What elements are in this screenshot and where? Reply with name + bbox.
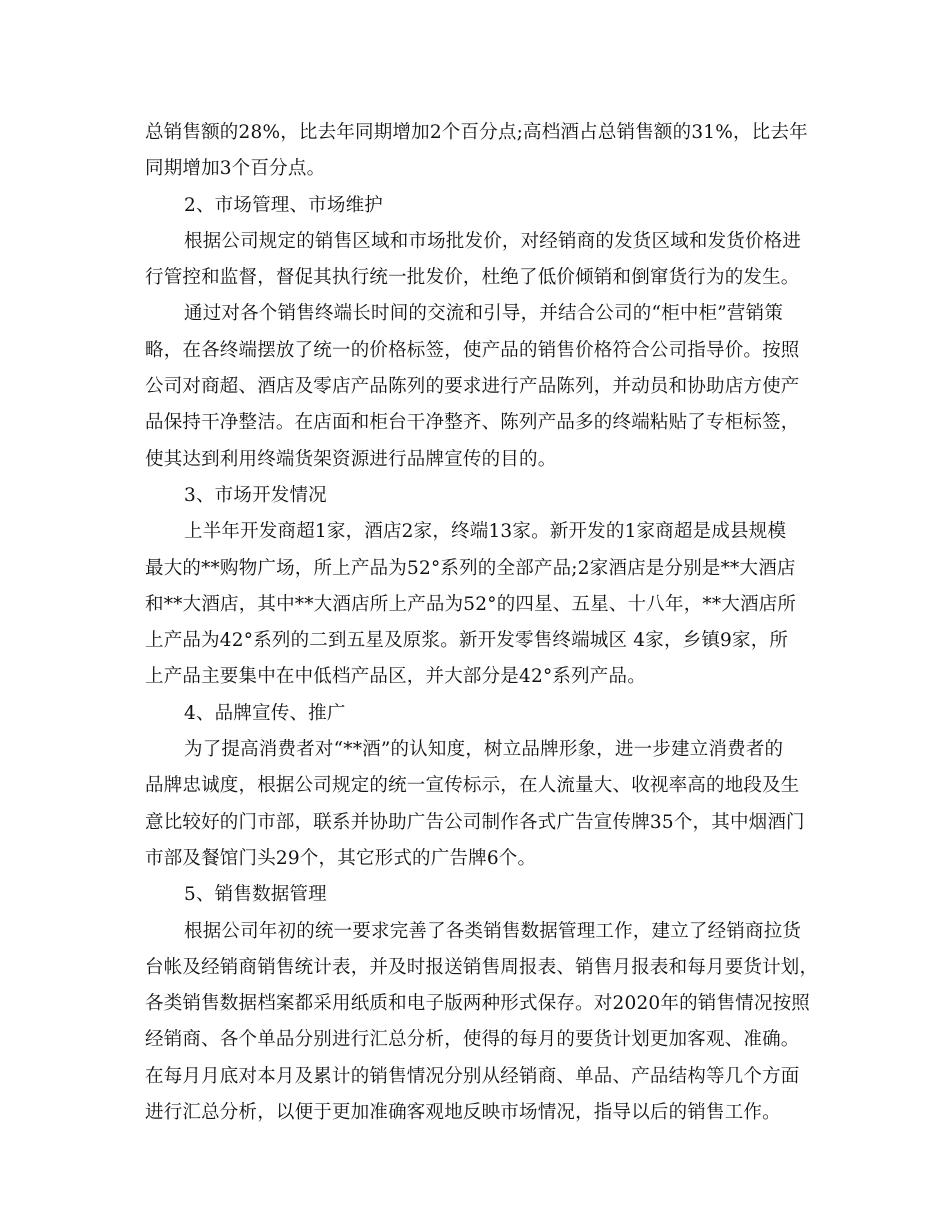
text-line: 进行汇总分析，以便于更加准确客观地反映市场情况，指导以后的销售工作。 [145, 1102, 781, 1124]
section-heading: 2、市场管理、市场维护 [184, 194, 383, 216]
text-line: 同期增加3个百分点。 [145, 158, 326, 180]
text-line: 品牌忠诚度，根据公司规定的统一宣传标示，在人流量大、收视率高的地段及生 [145, 775, 800, 797]
text-line: 根据公司年初的统一要求完善了各类销售数据管理工作，建立了经销商拉货 [184, 920, 802, 942]
text-line: 和**大酒店，其中**大酒店所上产品为52°的四星、五星、十八年，**大酒店所 [145, 593, 797, 615]
text-line: 通过对各个销售终端长时间的交流和引导，并结合公司的“柜中柜”营销策 [184, 303, 784, 325]
text-line: 台帐及经销商销售统计表，并及时报送销售周报表、销售月报表和每月要货计划， [145, 956, 819, 978]
text-line: 经销商、各个单品分别进行汇总分析，使得的每月的要货计划更加客观、准确。 [145, 1029, 800, 1051]
document-body [145, 115, 819, 1131]
text-line: 公司对商超、酒店及零店产品陈列的要求进行产品陈列，并动员和协助店方使产 [145, 376, 800, 398]
text-line: 最大的**购物广场，所上产品为52°系列的全部产品;2家酒店是分别是**大酒店 [145, 557, 796, 579]
text-line: 品保持干净整洁。在店面和柜台干净整齐、陈列产品多的终端粘贴了专柜标签， [145, 412, 800, 434]
text-line: 为了提高消费者对“**酒”的认知度，树立品牌形象，进一步建立消费者的 [184, 739, 784, 761]
text-line: 根据公司规定的销售区域和市场批发价，对经销商的发货区域和发货价格进 [184, 230, 802, 252]
text-line: 上产品为42°系列的二到五星及原浆。新开发零售终端城区 4家，乡镇9家，所 [145, 630, 789, 652]
section-heading: 4、品牌宣传、推广 [184, 702, 346, 724]
text-line: 上产品主要集中在中低档产品区，并大部分是42°系列产品。 [145, 666, 646, 688]
text-line: 行管控和监督，督促其执行统一批发价，杜绝了低价倾销和倒窜货行为的发生。 [145, 267, 800, 289]
section-heading: 5、销售数据管理 [184, 884, 327, 906]
section-heading: 3、市场开发情况 [184, 484, 327, 506]
text-line: 使其达到利用终端货架资源进行品牌宣传的目的。 [145, 448, 557, 470]
text-line: 各类销售数据档案都采用纸质和电子版两种形式保存。对2020年的销售情况按照 [145, 993, 810, 1015]
text-line: 略，在各终端摆放了统一的价格标签，使产品的销售价格符合公司指导价。按照 [145, 339, 800, 361]
text-line: 意比较好的门市部，联系并协助广告公司制作各式广告宣传牌35个，其中烟酒门 [145, 811, 805, 833]
text-line: 上半年开发商超1家，酒店2家，终端13家。新开发的1家商超是成县规模 [184, 521, 787, 543]
text-line: 总销售额的28%，比去年同期增加2个百分点;高档酒占总销售额的31%，比去年 [145, 122, 808, 143]
text-line: 在每月月底对本月及累计的销售情况分别从经销商、单品、产品结构等几个方面 [145, 1065, 800, 1087]
text-line: 市部及餐馆门头29个，其它形式的广告牌6个。 [145, 847, 537, 869]
